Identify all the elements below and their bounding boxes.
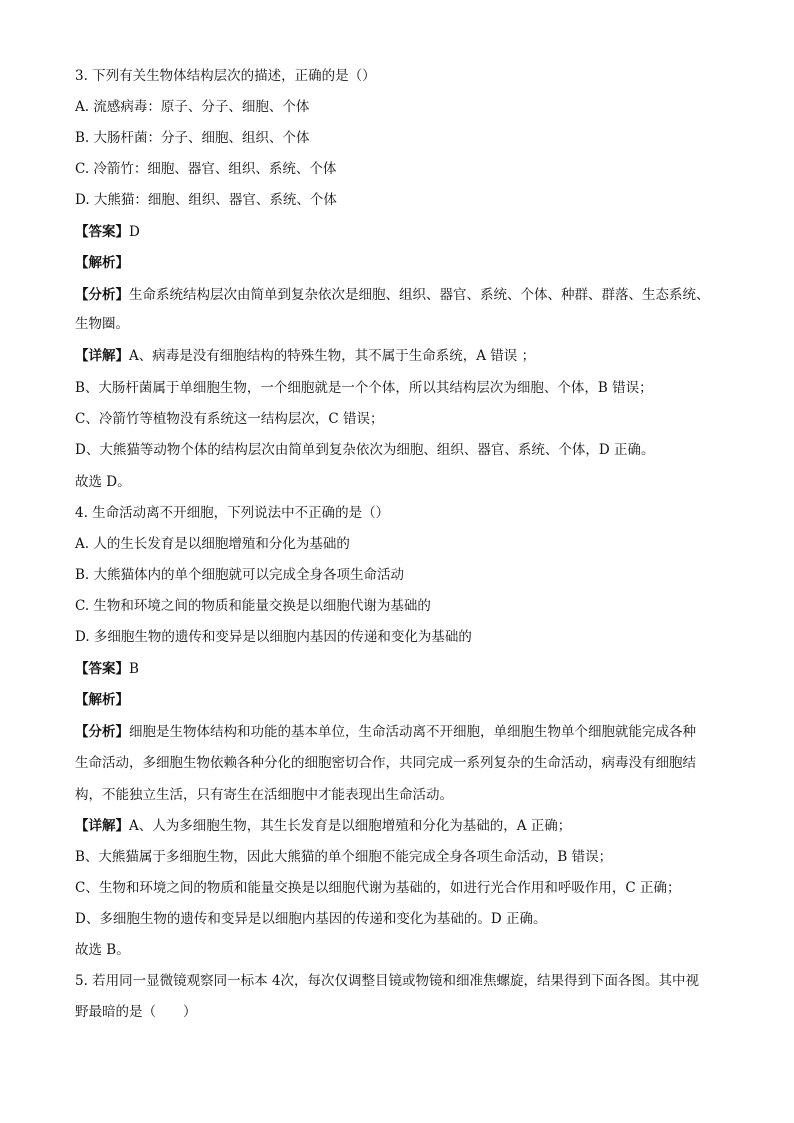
q4-fenxi-text-1: 细胞是生物体结构和功能的基本单位，生命活动离不开细胞，单细胞生物单个细胞就能完成各种: [129, 724, 696, 740]
q4-answer-line: [75, 659, 139, 679]
q4-option-d: D. 多细胞生物的遗传和变异是以细胞内基因的传递和变化为基础的: [75, 629, 472, 645]
q3-option-d: D. 大熊猫：细胞、组织、器官、系统、个体: [75, 192, 337, 208]
q4-fenxi-line-1: [75, 722, 696, 742]
q3-xiangjie-line-1: [75, 346, 535, 366]
q3-stem: 3. 下列有关生物体结构层次的描述，正确的是（）: [75, 68, 376, 84]
q4-detail-c: C、生物和环境之间的物质和能量交换是以细胞代谢为基础的，如进行光合作用和呼吸作用，C 正确；: [75, 880, 681, 896]
q3-answer-line: [75, 222, 140, 242]
q3-detail-b: B、大肠杆菌属于单细胞生物，一个细胞就是一个个体，所以其结构层次为细胞、个体，B 错误；: [75, 380, 653, 396]
q4-detail-b: B、大熊猫属于多细胞生物，因此大熊猫的单个细胞不能完成全身各项生命活动，B 错误；: [75, 849, 613, 865]
q4-fenxi-line-2: 生命活动，多细胞生物依赖各种分化的细胞密切合作，共同完成一系列复杂的生命活动，病毒没有细胞结: [75, 755, 696, 771]
q3-fenxi-line-1: [75, 285, 710, 305]
q5-stem-line-1: 5. 若用同一显微镜观察同一标本 4次，每次仅调整目镜或物镜和细准焦螺旋，结果得到下面各图。其中视: [75, 973, 700, 989]
q4-analysis-heading: 【解析】: [75, 692, 129, 708]
q4-answer-tag: 【答案】: [75, 661, 129, 677]
q4-xiangjie-line-1: [75, 816, 571, 836]
q4-detail-d: D、多细胞生物的遗传和变异是以细胞内基因的传递和变化为基础的。D 正确。: [75, 911, 547, 927]
q4-option-b: B. 大熊猫体内的单个细胞就可以完成全身各项生命活动: [75, 567, 405, 583]
q4-xiangjie-tag: 【详解】: [75, 818, 129, 834]
q3-xiangjie-tag: 【详解】: [75, 348, 129, 364]
q4-stem: 4. 生命活动离不开细胞，下列说法中不正确的是（）: [75, 505, 390, 521]
q4-xiangjie-text-1: A、人为多细胞生物，其生长发育是以细胞增殖和分化为基础的，A 正确；: [129, 818, 572, 834]
q4-fenxi-line-3: 构，不能独立生活，只有寄生在活细胞中才能表现出生命活动。: [75, 787, 453, 803]
q3-fenxi-line-2: 生物圈。: [75, 316, 129, 332]
q3-fenxi-text-1: 生命系统结构层次由简单到复杂依次是细胞、组织、器官、系统、个体、种群、群落、生态系统、: [129, 287, 710, 303]
q3-analysis-heading: 【解析】: [75, 255, 129, 271]
q4-answer-value: B: [129, 661, 139, 677]
q3-option-c: C. 冷箭竹：细胞、器官、组织、系统、个体: [75, 161, 337, 177]
q3-option-b: B. 大肠杆菌：分子、细胞、组织、个体: [75, 130, 310, 146]
q3-answer-value: D: [129, 224, 140, 240]
q3-conclusion: 故选 D。: [75, 474, 131, 490]
q3-fenxi-tag: 【分析】: [75, 287, 129, 303]
q4-option-c: C. 生物和环境之间的物质和能量交换是以细胞代谢为基础的: [75, 598, 431, 614]
q4-conclusion: 故选 B。: [75, 942, 130, 958]
q4-option-a: A. 人的生长发育是以细胞增殖和分化为基础的: [75, 536, 350, 552]
q3-answer-tag: 【答案】: [75, 224, 129, 240]
q3-option-a: A. 流感病毒：原子、分子、细胞、个体: [75, 99, 310, 115]
q4-fenxi-tag: 【分析】: [75, 724, 129, 740]
q3-xiangjie-text-1: A、病毒是没有细胞结构的特殊生物，其不属于生命系统，A 错误 ；: [129, 348, 536, 364]
q3-detail-c: C、冷箭竹等植物没有系统这一结构层次，C 错误；: [75, 411, 384, 427]
q3-detail-d: D、大熊猫等动物个体的结构层次由简单到复杂依次为细胞、组织、器官、系统、个体，D 正确。: [75, 442, 655, 458]
q5-stem-line-2: 野最暗的是（ ）: [75, 1004, 197, 1020]
